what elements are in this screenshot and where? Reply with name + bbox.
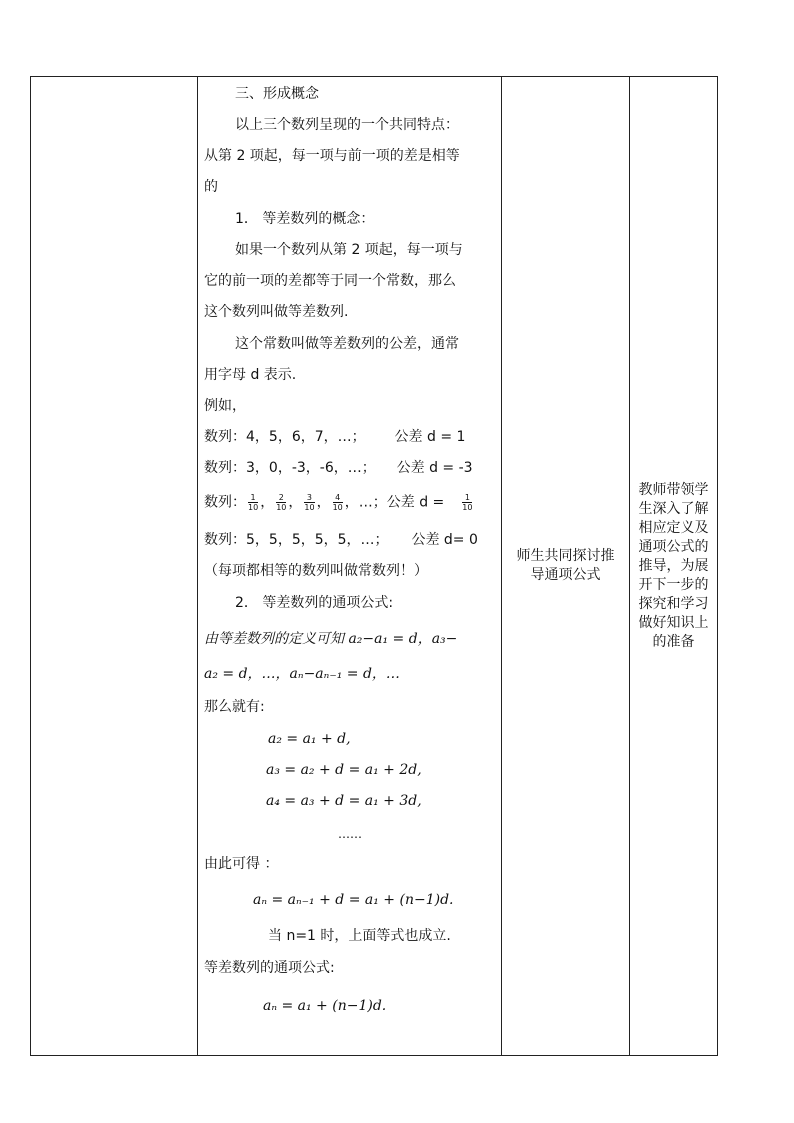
final-formula: aₙ = a₁ + (n−1)d. bbox=[263, 998, 387, 1014]
example-label: 例如， bbox=[204, 398, 246, 414]
example-difference: 公差 d = bbox=[386, 494, 445, 511]
fraction: $\frac{4}{10}$ bbox=[332, 493, 343, 512]
fraction: $\frac{2}{10}$ bbox=[276, 493, 287, 512]
intro-line-2: 从第 2 项起，每一项与前一项的差是相等 bbox=[204, 148, 460, 164]
definition-line-1: 如果一个数列从第 2 项起，每一项与 bbox=[235, 242, 463, 258]
example-row-4 bbox=[204, 531, 478, 549]
general-equation: aₙ = aₙ₋₁ + d = a₁ + (n−1)d. bbox=[253, 892, 454, 908]
ellipsis: …… bbox=[338, 827, 362, 841]
equation-2: a₃ = a₂ + d = a₁ + 2d, bbox=[266, 762, 422, 778]
lesson-table bbox=[30, 76, 718, 1056]
example-sequence-suffix: …； bbox=[358, 494, 387, 511]
example-row-3: 数列： $\frac{1}{10}$ ， $\frac{2}{10}$ ， $\frac{3}{10}$ ， $\frac{4}{10}$ ，…；公差 d = $\frac{1}{10}$ bbox=[204, 493, 473, 512]
teacher-activity-text: 师生共同探讨推导通项公式 bbox=[516, 548, 615, 583]
formula-label: 等差数列的通项公式: bbox=[204, 960, 335, 976]
derivation-line-2: a₂ = d，…，aₙ−aₙ₋₁ = d，… bbox=[204, 666, 400, 682]
example-row-2 bbox=[204, 459, 473, 477]
example-difference: 公差 d= 0 bbox=[411, 532, 478, 548]
section-title: 三、形成概念 bbox=[235, 86, 319, 102]
common-difference-line-1: 这个常数叫做等差数列的公差，通常 bbox=[235, 336, 459, 352]
n1-note: 当 n=1 时，上面等式也成立. bbox=[268, 928, 451, 944]
teacher-student-activity-cell bbox=[502, 77, 630, 1056]
example-sequence: 数列：4，5，6，7，…； bbox=[204, 429, 366, 445]
fraction: $\frac{1}{10}$ bbox=[248, 493, 259, 512]
example-row-1 bbox=[204, 428, 465, 446]
hence-label: 由此可得 ： bbox=[204, 856, 279, 872]
definition-heading: 1． 等差数列的概念： bbox=[235, 211, 375, 227]
design-intent-text: 教师带领学生深入了解相应定义及通项公式的推导，为展开下一步的探究和学习做好知识上的准备 bbox=[638, 481, 709, 650]
equation-3: a₄ = a₃ + d = a₁ + 3d, bbox=[266, 793, 422, 809]
definition-line-3: 这个数列叫做等差数列. bbox=[204, 304, 349, 320]
example-difference: 公差 d = 1 bbox=[394, 429, 466, 445]
derivation-line-1: 由等差数列的定义可知 a₂−a₁ = d，a₃− bbox=[204, 631, 458, 647]
formula-heading: 2． 等差数列的通项公式: bbox=[235, 595, 394, 611]
equation-1: a₂ = a₁ + d, bbox=[268, 731, 351, 747]
constant-sequence-note: （每项都相等的数列叫做常数列！） bbox=[204, 563, 428, 579]
common-difference-line-2: 用字母 d 表示. bbox=[204, 367, 297, 383]
definition-line-2: 它的前一项的差都等于同一个常数，那么 bbox=[204, 273, 456, 289]
fraction: $\frac{1}{10}$ bbox=[462, 493, 473, 512]
so-label: 那么就有: bbox=[204, 699, 265, 715]
intro-line-1: 以上三个数列呈现的一个共同特点： bbox=[235, 117, 459, 133]
intro-line-3: 的 bbox=[204, 179, 218, 195]
example-sequence-prefix: 数列： bbox=[204, 494, 246, 511]
example-difference: 公差 d = -3 bbox=[396, 460, 473, 476]
example-sequence: 数列：3，0，-3，-6，…； bbox=[204, 460, 376, 476]
content-cell bbox=[198, 77, 502, 1056]
example-sequence: 数列：5，5，5，5，5，…； bbox=[204, 532, 389, 548]
design-intent-cell bbox=[630, 77, 718, 1056]
blank-column-cell bbox=[31, 77, 198, 1056]
fraction: $\frac{3}{10}$ bbox=[304, 493, 315, 512]
